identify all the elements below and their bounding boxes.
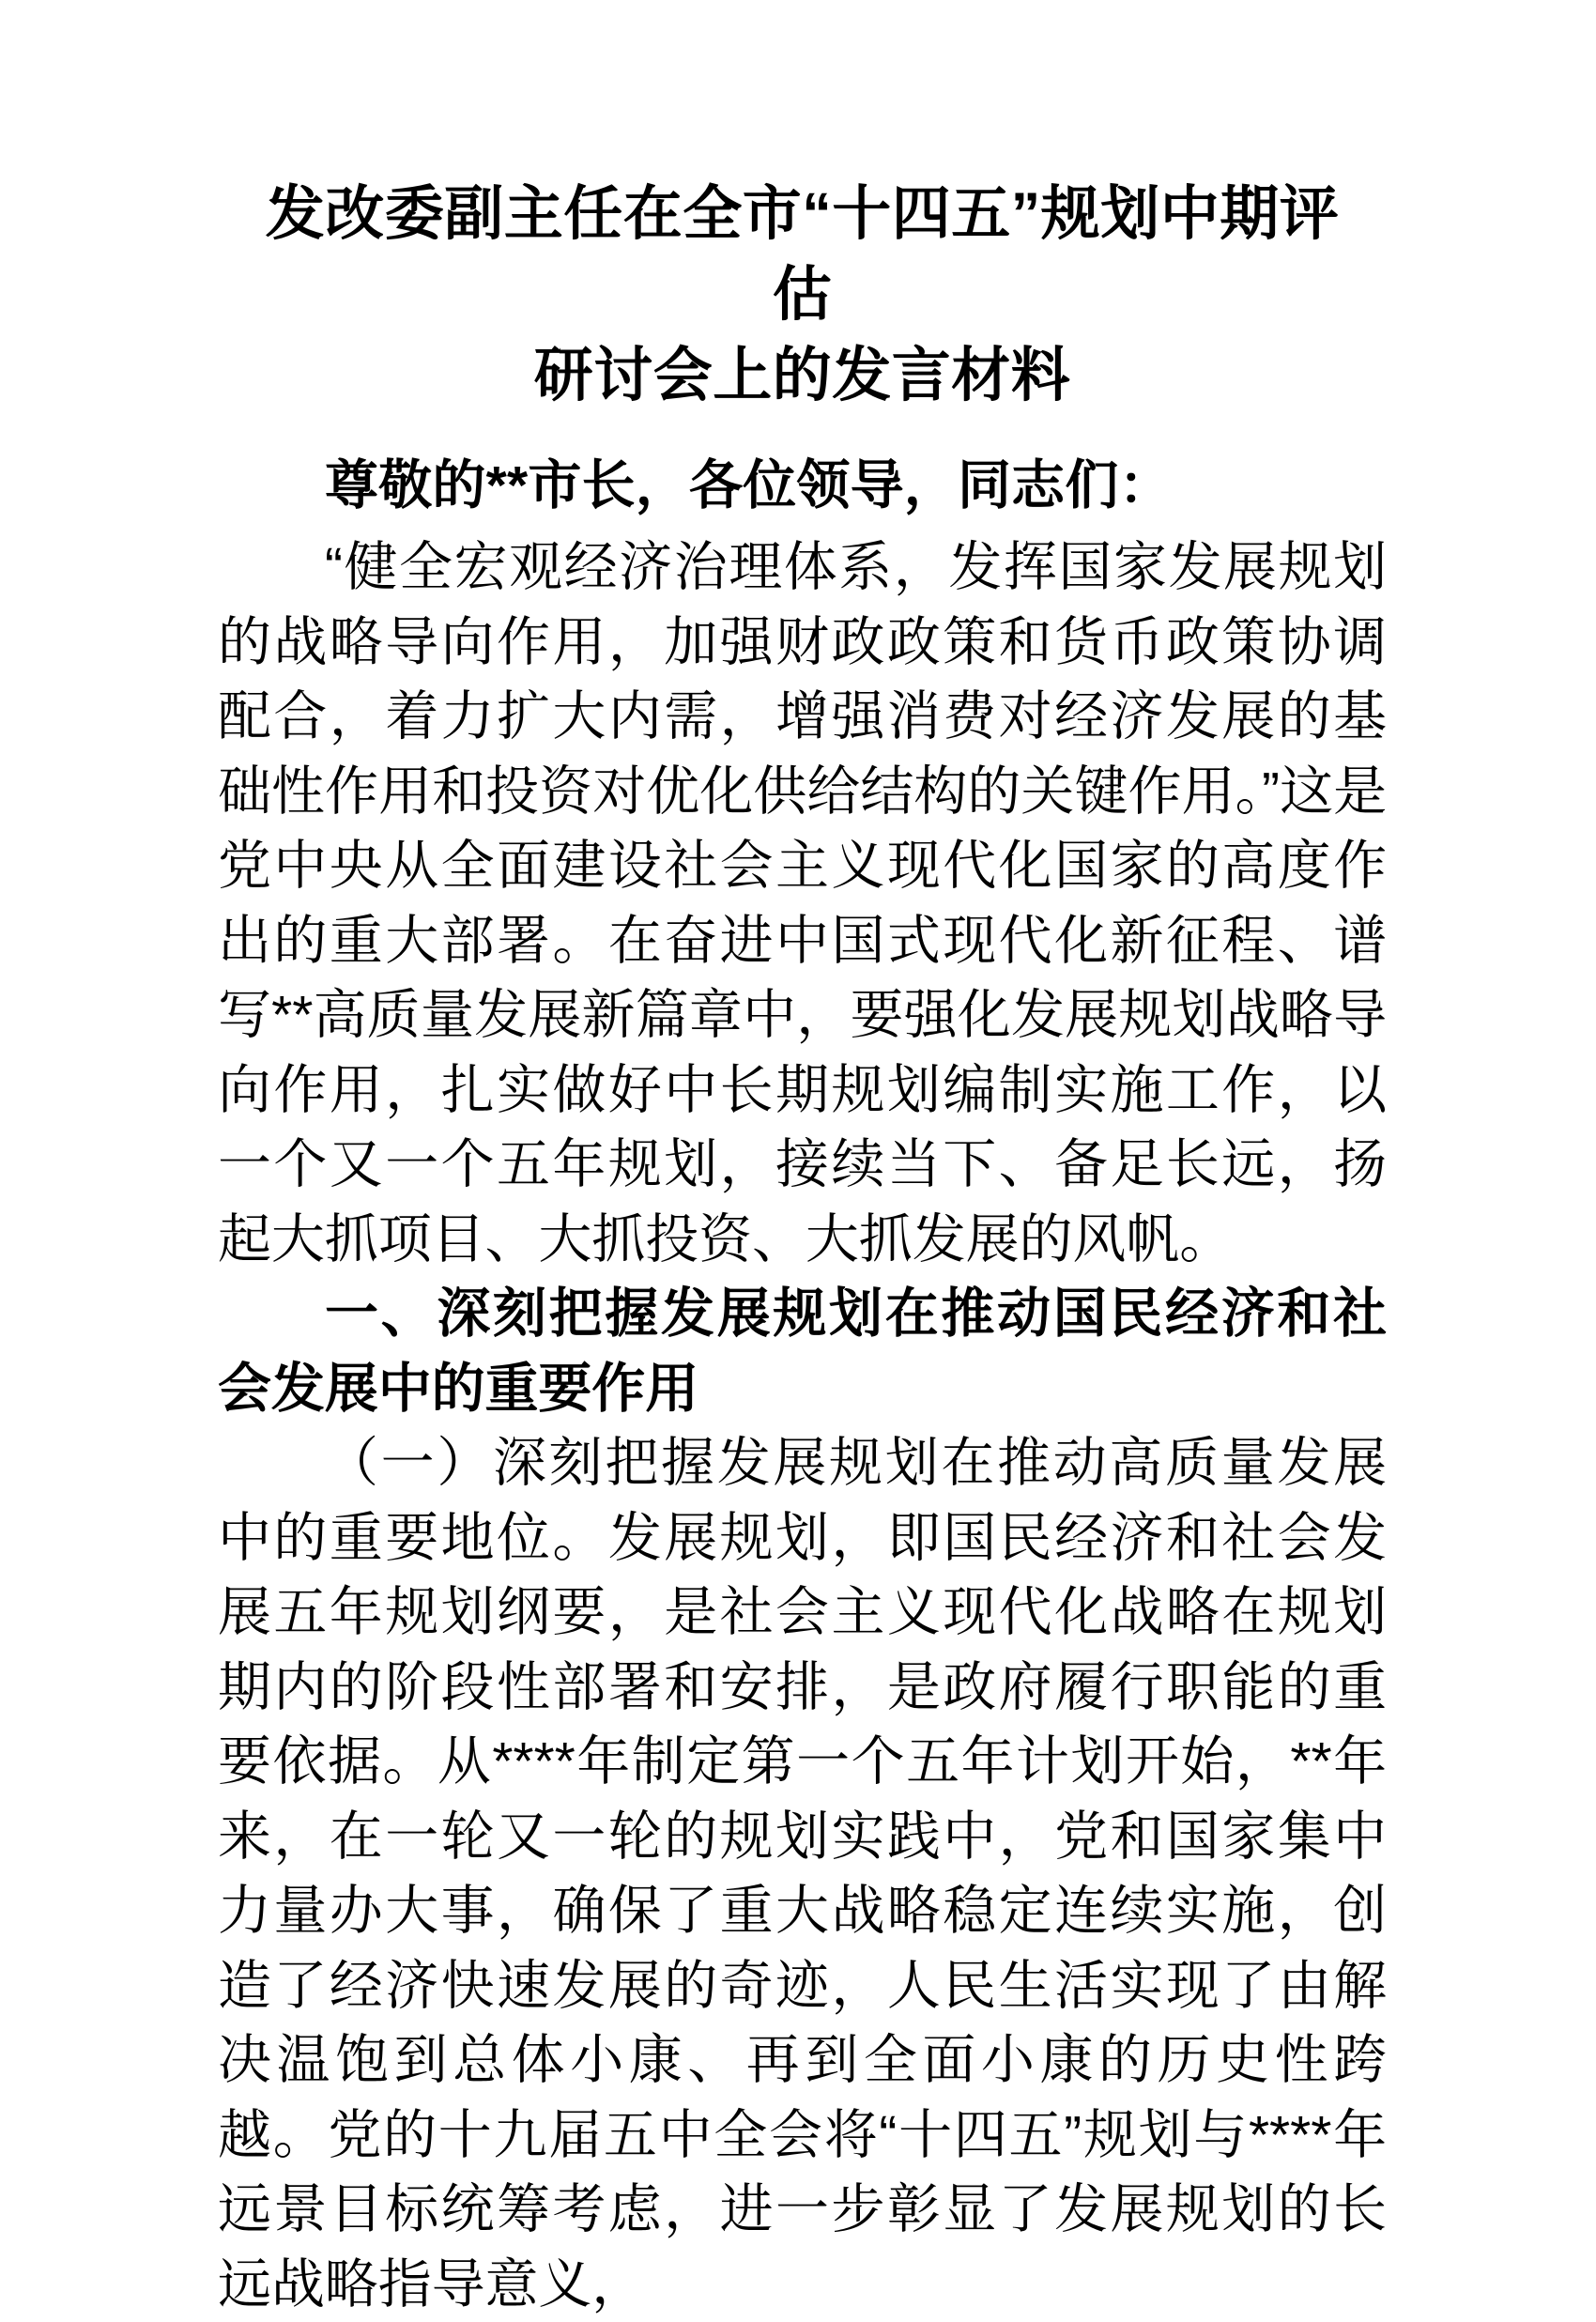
document-content bbox=[218, 174, 1387, 2322]
salutation: 尊敬的**市长，各位领导，同志们： bbox=[325, 455, 1173, 515]
page-title bbox=[218, 174, 1387, 416]
title-line-2: 研讨会上的发言材料 bbox=[533, 343, 1071, 408]
section-heading-one: 一、深刻把握发展规划在推动国民经济和社会发展中的重要作用 bbox=[218, 1284, 1387, 1419]
paragraph-subsection-one-1: （一）深刻把握发展规划在推动高质量发展中的重要地位。发展规划，即国民经济和社会发展五年规划纲要，是社会主义现代化战略在规划期内的阶段性部署和安排，是政府履行职能的重要依据。从****年制定第一个五年计划开始，**年来，在一轮又一轮的规划实践中，党和国家集中力量办大事，确保了重大战略稳定连续实施，创造了经济快速发展的奇迹，人民生活实现了由解决温饱到总体小康、再到全面小康的历史性跨越。党的十九届五中全会将“十四五”规划与****年远景目标统筹考虑，进一步彰显了发展规划的长远战略指导意义， bbox=[218, 1433, 1387, 2314]
paragraph-opening-quote: “健全宏观经济治理体系，发挥国家发展规划的战略导向作用，加强财政政策和货币政策协调配合，着力扩大内需，增强消费对经济发展的基础性作用和投资对优化供给结构的关键作用。”这是党中央从全面建设社会主义现代化国家的高度作出的重大部署。在奋进中国式现代化新征程、谱写**高质量发展新篇章中，要强化发展规划战略导向作用，扎实做好中长期规划编制实施工作，以一个又一个五年规划，接续当下、备足长远，扬起大抓项目、大抓投资、大抓发展的风帆。 bbox=[218, 537, 1387, 1269]
title-line-1: 发改委副主任在全市“十四五”规划中期评估 bbox=[265, 181, 1340, 328]
